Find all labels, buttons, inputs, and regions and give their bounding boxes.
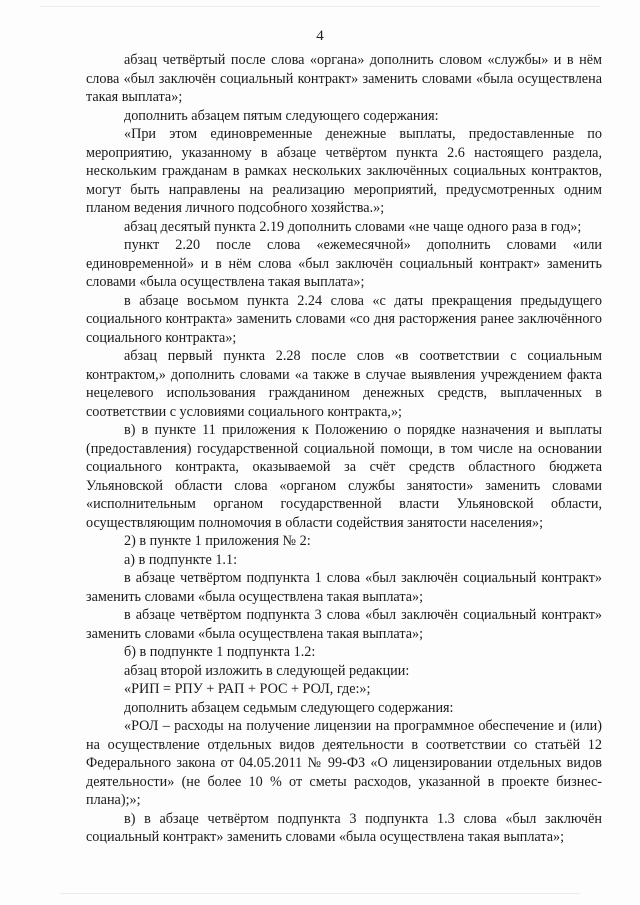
paragraph: в абзаце четвёртом подпункта 3 слова «был заключён социальный контракт» заменить словами «была осуществлена такая выплата»; bbox=[86, 607, 602, 642]
paragraph: в) в абзаце четвёртом подпункта 3 подпункта 1.3 слова «был заключён социальный контракт» заменить словами «была осуществлена такая выплата»; bbox=[86, 810, 602, 845]
paragraph: абзац второй изложить в следующей редакции: bbox=[124, 662, 410, 679]
paragraph: абзац первый пункта 2.28 после слов «в соответствии с социальным контрактом,» дополнить словами «а также в случае выявления учреждением факта нецелевого использования гражданином денежных средств, выплаченных в соответствии с условиями социального контракта,»; bbox=[86, 348, 602, 420]
paragraph: а) в подпункте 1.1: bbox=[124, 551, 238, 568]
paragraph: в) в пункте 11 приложения к Положению о порядке назначения и выплаты (предоставления) государственной социальной помощи, в том числе на основании социального контракта, оказываемой за счёт средств областного бюджета Ульяновской области слова «органом службы занятости» заменить словами «исполнительным органом государственной власти Ульяновской области, осуществляющим полномочия в области содействия занятости населения»; bbox=[86, 422, 602, 531]
paragraph: дополнить абзацем пятым следующего содержания: bbox=[124, 107, 439, 124]
scan-artifact-bottom bbox=[60, 893, 580, 894]
paragraph: абзац четвёртый после слова «органа» дополнить словом «службы» и в нём слова «был заключён социальный контракт» заменить словами «была осуществлена такая выплата»; bbox=[86, 52, 602, 105]
paragraph: «РОЛ – расходы на получение лицензии на программное обеспечение и (или) на осуществление отдельных видов деятельности в соответствии со статьёй 12 Федерального закона от 04.05.2011 № 99-ФЗ «О лицензировании отдельных видов деятельности» (не более 10 % от сметы расходов, указанной в проекте бизнес-плана);»; bbox=[86, 718, 602, 808]
paragraph: «При этом единовременные денежные выплаты, предоставленные по мероприятию, указанному в абзаце четвёртом пункта 2.6 настоящего раздела, нескольким гражданам в рамках нескольких заключённых социальных контрактов, могут быть направлены на реализацию мероприятий, предусмотренных одним планом ведения личного подсобного хозяйства.»; bbox=[86, 126, 602, 216]
paragraph: дополнить абзацем седьмым следующего содержания: bbox=[124, 699, 454, 716]
paragraph: пункт 2.20 после слова «ежемесячной» дополнить словами «или единовременной» и в нём слова «был заключён социальный контракт» заменить словами «была осуществлена такая выплата»; bbox=[86, 237, 602, 290]
paragraph: «РИП = РПУ + РАП + РОС + РОЛ, где:»; bbox=[124, 681, 371, 697]
scan-artifact-top bbox=[40, 6, 600, 7]
page-number: 4 bbox=[316, 28, 324, 44]
paragraph: 2) в пункте 1 приложения № 2: bbox=[124, 533, 311, 549]
document-body bbox=[86, 51, 602, 847]
paragraph: в абзаце четвёртом подпункта 1 слова «был заключён социальный контракт» заменить словами «была осуществлена такая выплата»; bbox=[86, 570, 602, 605]
paragraph: абзац десятый пункта 2.19 дополнить словами «не чаще одного раза в год»; bbox=[124, 218, 582, 235]
paragraph: б) в подпункте 1 подпункта 1.2: bbox=[124, 644, 316, 660]
paragraph: в абзаце восьмом пункта 2.24 слова «с даты прекращения предыдущего социального контракта» заменить словами «со дня расторжения ранее заключённого социального контракта»; bbox=[86, 292, 602, 346]
